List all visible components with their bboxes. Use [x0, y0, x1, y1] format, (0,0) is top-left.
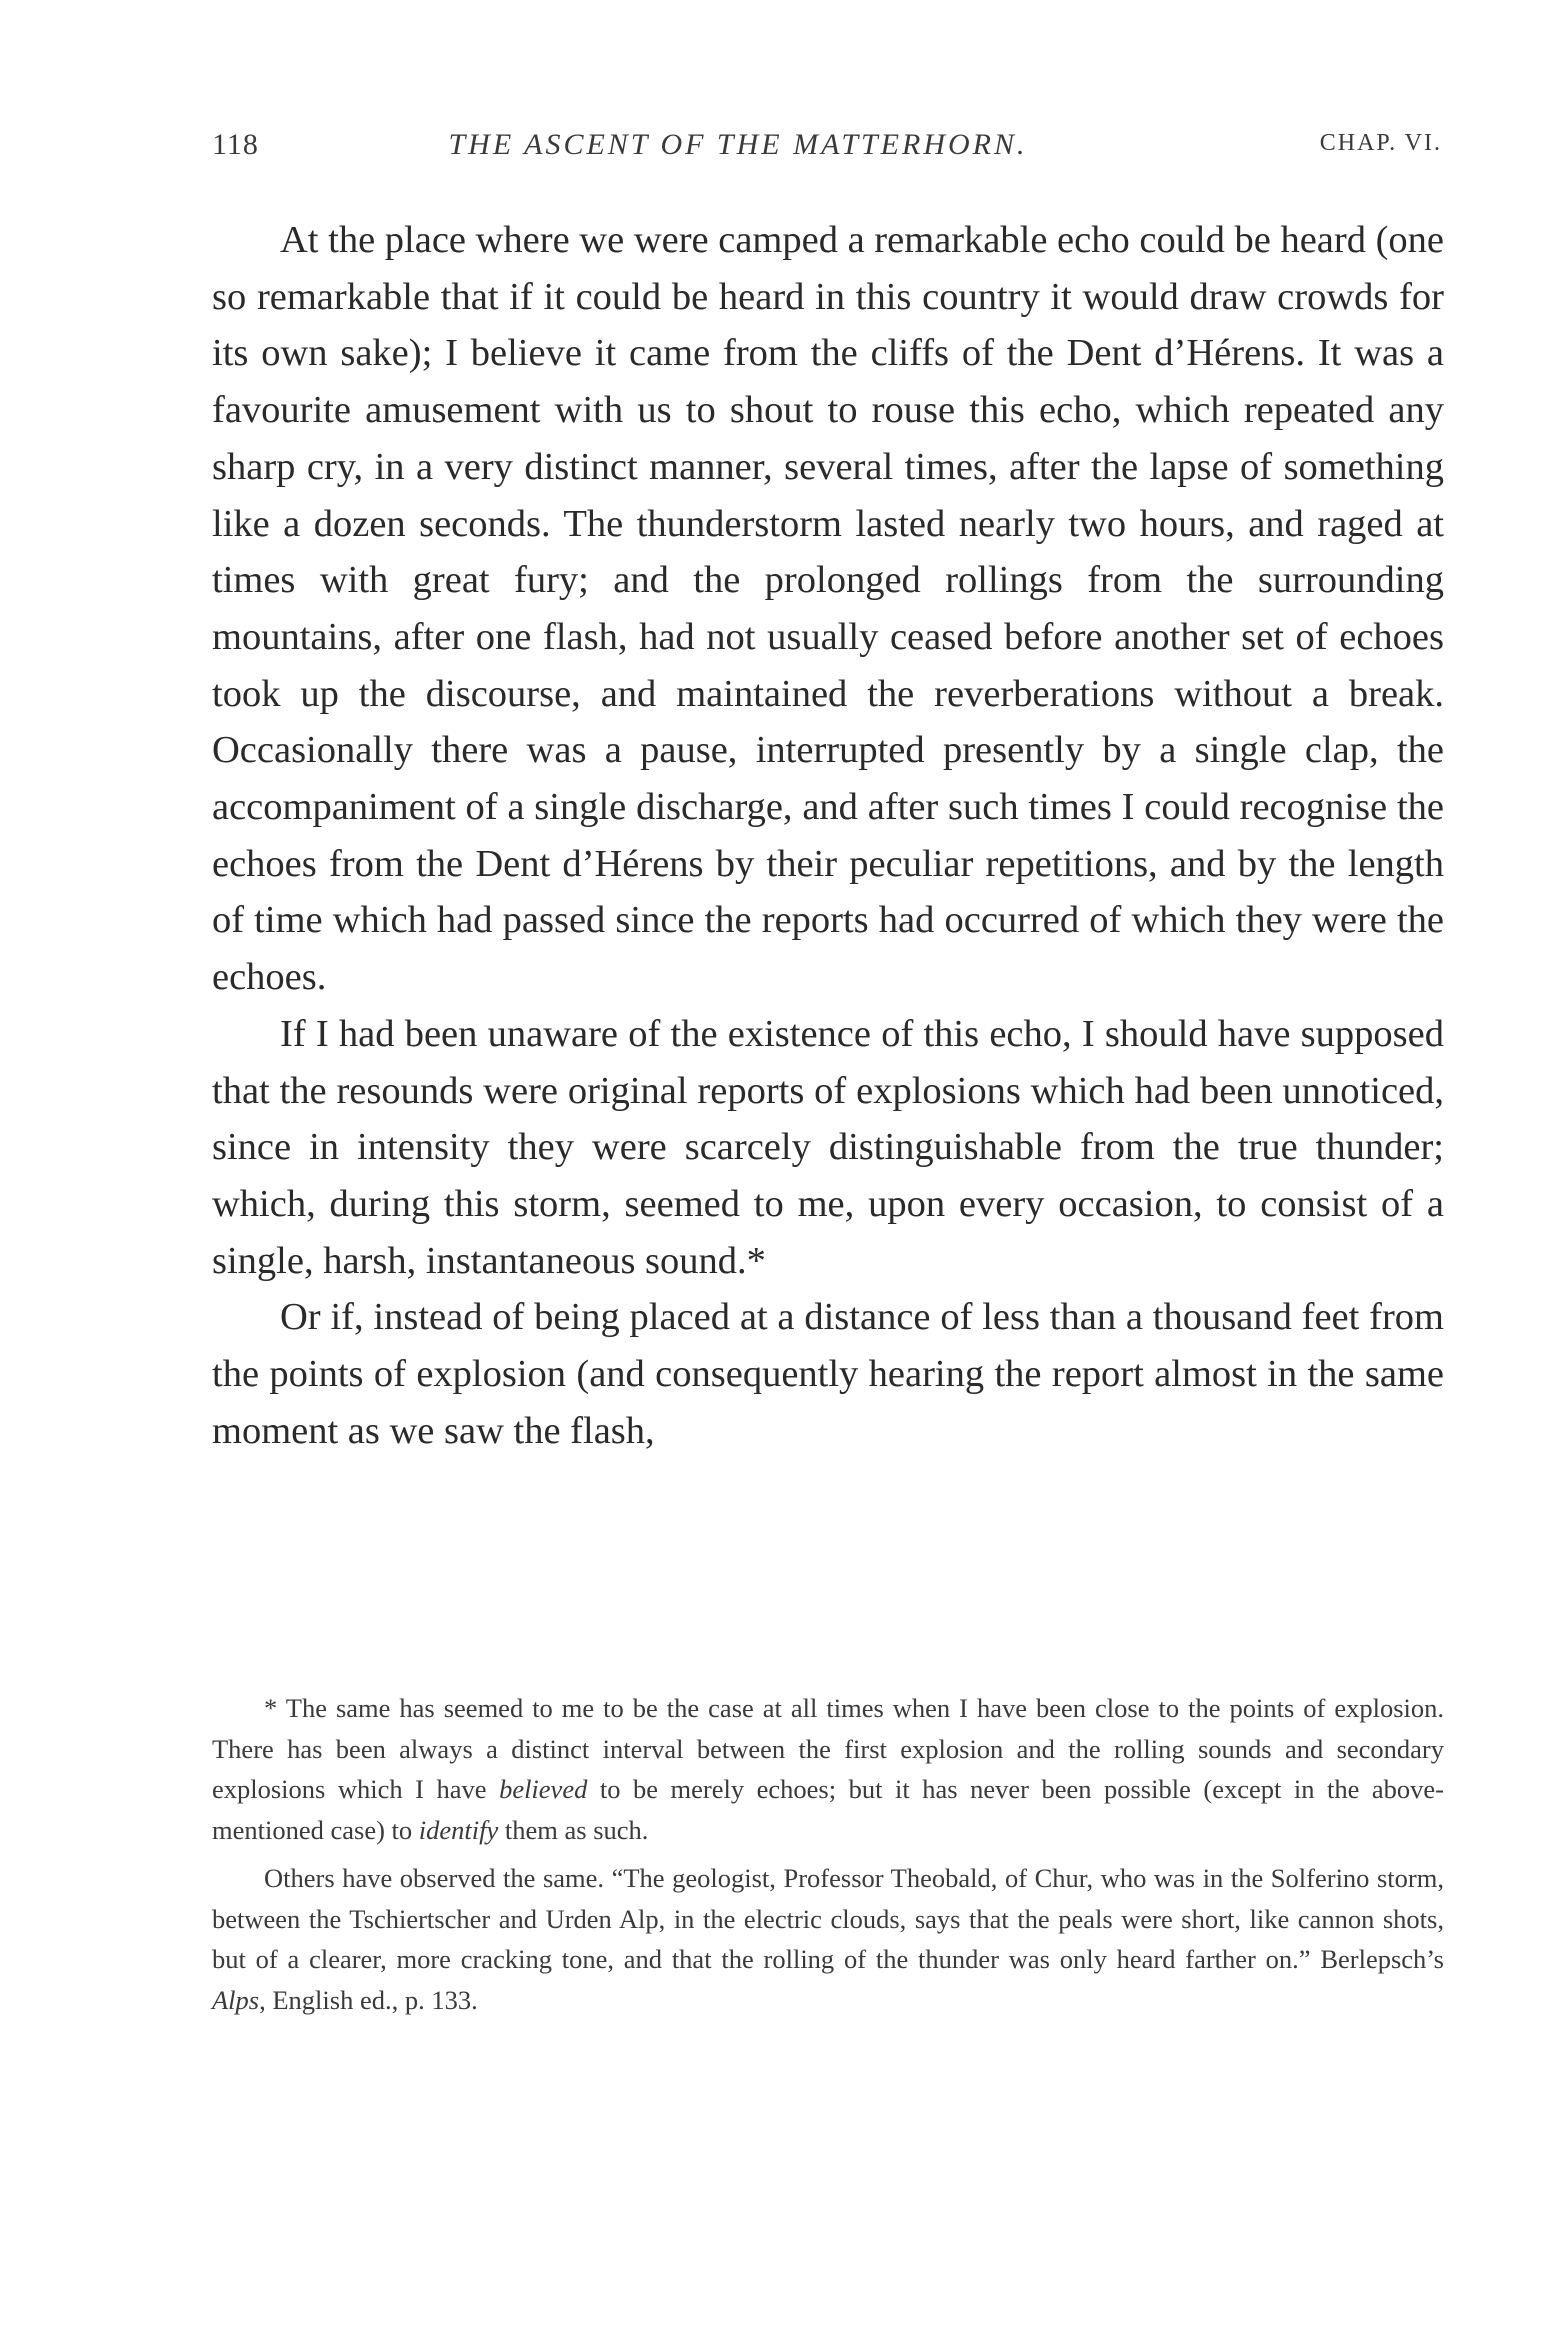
footnote-emphasis: identify	[418, 1814, 499, 1845]
paragraph-unaware: If I had been unaware of the existence of this echo, I should have supposed that the resounds were original reports of explosions which had been unnoticed, since in intensity they were scarcely distinguishable from the true thunder; which, during this storm, seemed to me, upon every occasion, to consist of a single, harsh, instantaneous sound.*	[212, 1012, 1444, 1282]
footnote-emphasis: Alps	[212, 1984, 260, 2015]
footnote-text: * The same has seemed to me to be the case at all times when I have been close to the points of explosion. There has been always a distinct interval between the first explosion and the rolling sounds and secondary explosions which I have	[212, 1693, 1444, 1804]
chapter-label: CHAP. VI.	[1319, 130, 1442, 156]
footnote-text: , English ed., p. 133.	[259, 1984, 478, 2015]
running-head	[212, 128, 1442, 178]
footnote-emphasis: believed	[499, 1774, 588, 1804]
main-text	[212, 212, 1444, 1459]
page-number: 118	[212, 128, 259, 161]
footnotes	[212, 1688, 1444, 2020]
footnote-text: Others have observed the same. “The geologist, Professor Theobald, of Chur, who was in the Solferino storm, between the Tschiertscher and Urden Alp, in the electric clouds, says that the peals were short, like cannon shots, but of a clearer, more cracking tone, and that the rolling of the thunder was only heard farther on.” Berlepsch’s	[212, 1863, 1444, 1974]
footnote-text: them as such.	[498, 1814, 649, 1845]
footnote-text: to be merely echoes; but it has never been possible (except in the above-mentioned case) to	[212, 1774, 1444, 1845]
footnote-explosions	[212, 1688, 1444, 1850]
footnote-others	[212, 1858, 1444, 2020]
paragraph-distance: Or if, instead of being placed at a distance of less than a thousand feet from the points of explosion (and consequently hearing the report almost in the same moment as we saw the flash,	[212, 1296, 1444, 1452]
running-title: THE ASCENT OF THE MATTERHORN.	[448, 128, 1028, 161]
paragraph-echo: At the place where we were camped a remarkable echo could be heard (one so remarkable that if it could be heard in this country it would draw crowds for its own sake); I believe it came from the cliffs of the Dent d’Hérens. It was a favourite amusement with us to shout to rouse this echo, which repeated any sharp cry, in a very distinct manner, several times, after the lapse of something like a dozen seconds. The thunderstorm lasted nearly two hours, and raged at times with great fury; and the prolonged rollings from the surrounding mountains, after one flash, had not usually ceased before another set of echoes took up the discourse, and maintained the reverberations without a break. Occasionally there was a pause, interrupted presently by a single clap, the accompaniment of a single discharge, and after such times I could recognise the echoes from the Dent d’Hérens by their peculiar repetitions, and by the length of time which had passed since the reports had occurred of which they were the echoes.	[212, 219, 1445, 999]
